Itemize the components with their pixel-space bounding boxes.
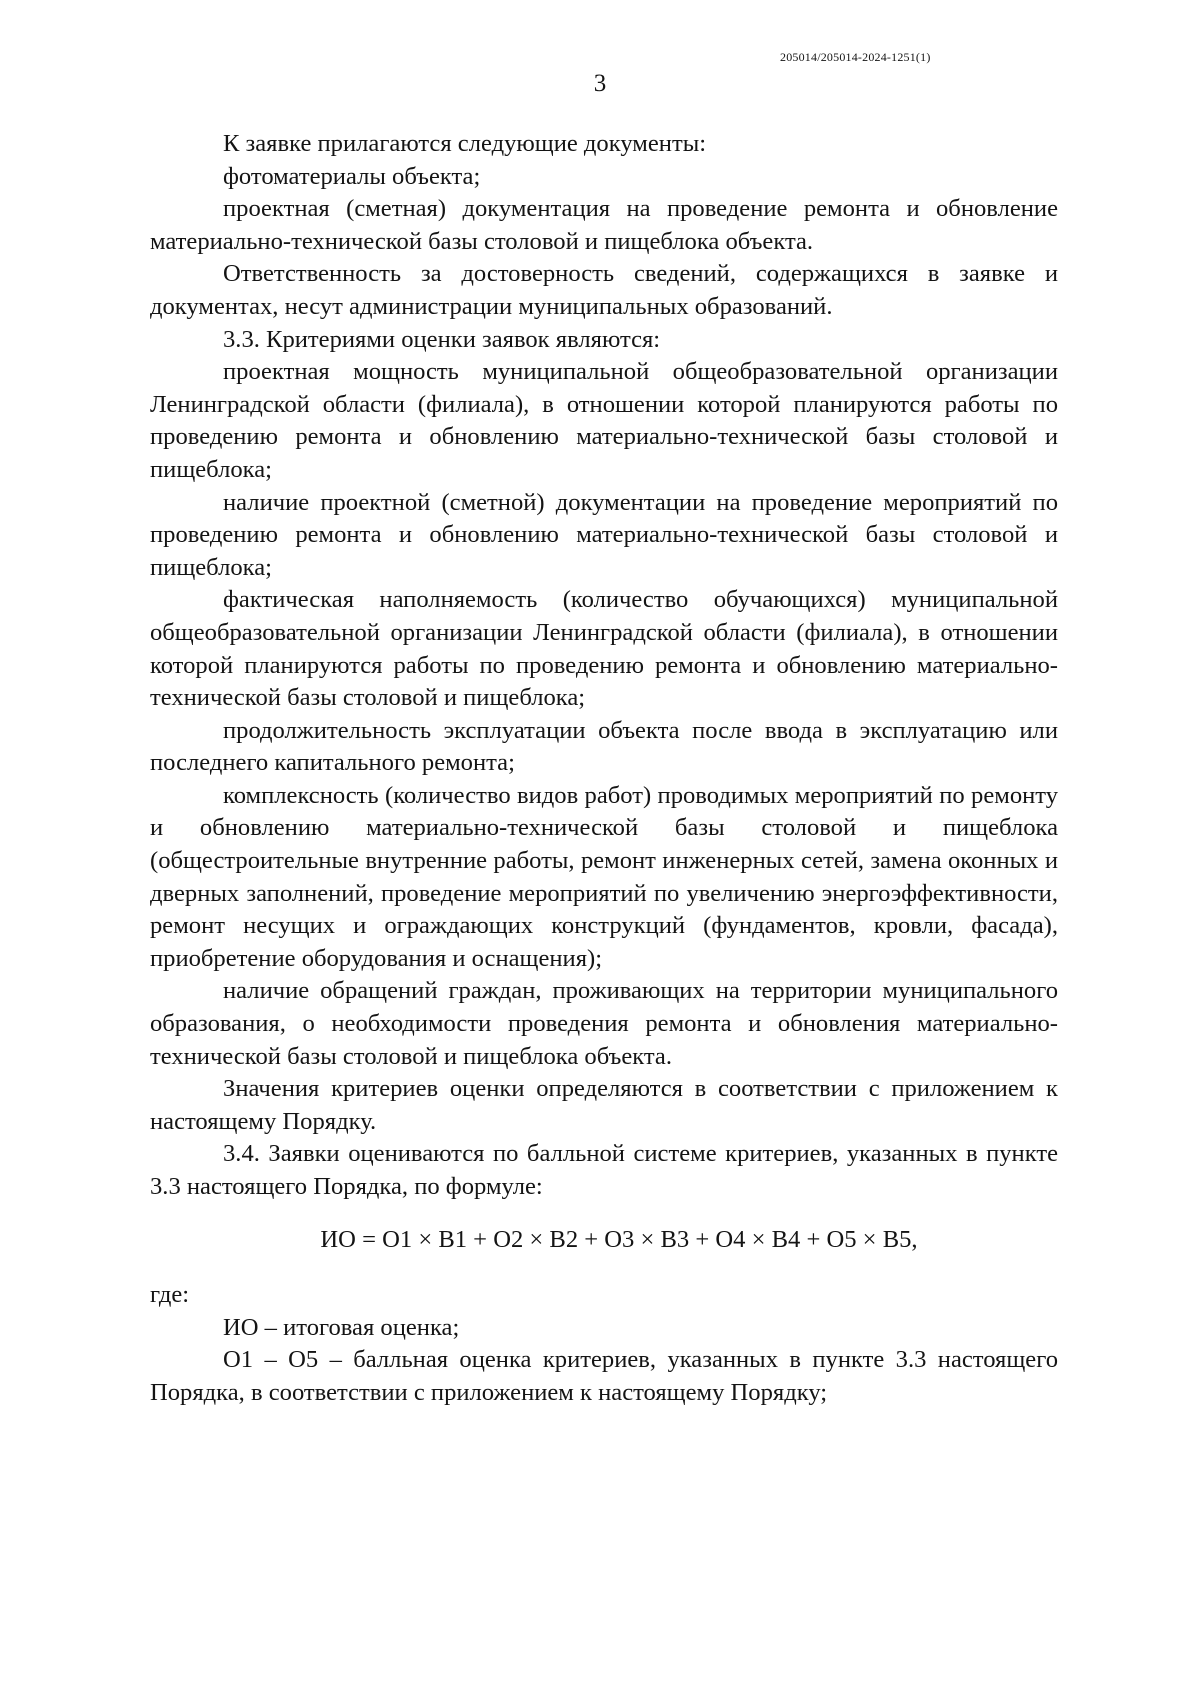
page-number: 3 (593, 70, 607, 97)
paragraph-where: где: (150, 1281, 190, 1309)
paragraph-criterion-citizen-requests: наличие обращений граждан, проживающих на территории муниципального образования, о необходимости проведения ремонта и обновления материально-технической базы столовой и пищеблока объекта. (150, 977, 1058, 1070)
paragraph-section-3-3: 3.3. Критериями оценки заявок являются: (223, 325, 661, 353)
document-registration-number: 205014/205014-2024-1251(1) (780, 50, 931, 64)
paragraph-photo-materials: фотоматериалы объекта; (223, 162, 481, 190)
paragraph-criterion-capacity: проектная мощность муниципальной общеобразовательной организации Ленинградской области (филиала), в отношении которой планируются работы по проведению ремонта и обновлению материально-технической базы столовой и пищеблока; (150, 358, 1058, 483)
paragraph-section-3-4: 3.4. Заявки оцениваются по балльной системе критериев, указанных в пункте 3.3 настоящего Порядка, по формуле: (150, 1140, 1058, 1200)
paragraph-criterion-occupancy: фактическая наполняемость (количество обучающихся) муниципальной общеобразовательной организации Ленинградской области (филиала), в отношении которой планируются работы по проведению ремонта и обновлению материально-технической базы столовой и пищеблока; (150, 586, 1058, 712)
paragraph-criterion-operation-duration: продолжительность эксплуатации объекта после ввода в эксплуатацию или последнего капитального ремонта; (150, 716, 1058, 777)
paragraph-criterion-documentation: наличие проектной (сметной) документации на проведение мероприятий по проведению ремонта и обновлению материально-технической базы столовой и пищеблока; (150, 488, 1058, 581)
paragraph-criteria-values: Значения критериев оценки определяются в соответствии с приложением к настоящему Порядку. (150, 1075, 1058, 1135)
paragraph-project-documentation: проектная (сметная) документация на проведение ремонта и обновление материально-технической базы столовой и пищеблока объекта. (150, 195, 1058, 255)
paragraph-responsibility: Ответственность за достоверность сведений, содержащихся в заявке и документах, несут администрации муниципальных образований. (150, 260, 1058, 320)
document-body (150, 128, 1058, 1410)
paragraph-attachments-intro: К заявке прилагаются следующие документы: (223, 130, 707, 157)
scoring-formula: ИО = О1 × В1 + О2 × В2 + О3 × В3 + О4 × В4 + О5 × В5, (320, 1225, 918, 1253)
paragraph-definition-total-score: ИО – итоговая оценка; (223, 1313, 460, 1341)
paragraph-criterion-complexity: комплексность (количество видов работ) проводимых мероприятий по ремонту и обновлению материально-технической базы столовой и пищеблока (общестроительные внутренние работы, ремонт инженерных сетей, замена оконных и дверных заполнений, проведение мероприятий по увеличению энергоэффективности, ремонт несущих и ограждающих конструкций (фундаментов, кровли, фасада), приобретение оборудования и оснащения); (150, 781, 1058, 972)
paragraph-definition-criteria-scores: О1 – О5 – балльная оценка критериев, указанных в пункте 3.3 настоящего Порядка, в соответствии с приложением к настоящему Порядку; (150, 1346, 1058, 1406)
